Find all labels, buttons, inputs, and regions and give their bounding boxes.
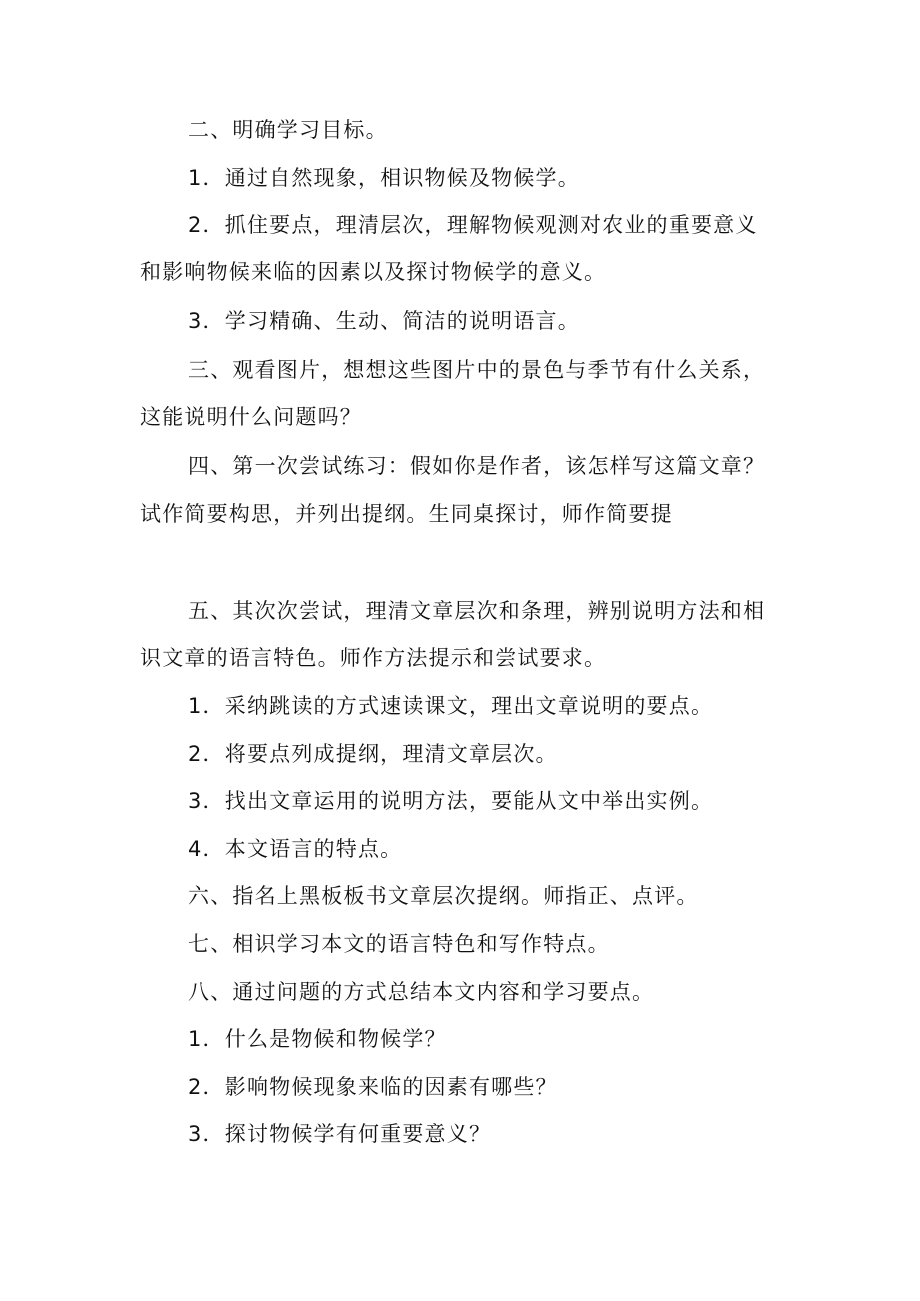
section-4-paragraph: 四、第一次尝试练习：假如你是作者，该怎样写这篇文章？ [188,454,766,478]
question-item-2: 2．影响物候现象来临的因素有哪些？ [188,1075,558,1099]
section-5-paragraph-continued: 识文章的语言特色。师作方法提示和尝试要求。 [140,646,607,670]
goal-item-2-continued: 和影响物候来临的因素以及探讨物候学的意义。 [140,260,607,284]
section-3-paragraph-continued: 这能说明什么问题吗？ [140,405,362,429]
section-3-paragraph: 三、观看图片，想想这些图片中的景色与季节有什么关系， [188,358,766,382]
section-8-paragraph: 八、通过问题的方式总结本文内容和学习要点。 [188,980,655,1004]
section-5-paragraph: 五、其次次尝试，理清文章层次和条理，辨别说明方法和相 [188,599,766,623]
section-7-paragraph: 七、相识学习本文的语言特色和写作特点。 [188,932,610,956]
task-item-1: 1．采纳跳读的方式速读课文，理出文章说明的要点。 [188,694,714,718]
goal-item-2: 2．抓住要点，理清层次，理解物候观测对农业的重要意义 [188,213,758,237]
goal-item-3: 3．学习精确、生动、简洁的说明语言。 [188,309,580,333]
section-2-heading: 二、明确学习目标。 [188,118,388,142]
question-item-1: 1．什么是物候和物候学？ [188,1027,447,1051]
question-item-3: 3．探讨物候学有何重要意义？ [188,1122,492,1146]
task-item-3: 3．找出文章运用的说明方法，要能从文中举出实例。 [188,789,714,813]
section-4-paragraph-continued: 试作简要构思，并列出提纲。生同桌探讨，师作简要提 [140,502,673,526]
section-6-paragraph: 六、指名上黑板板书文章层次提纲。师指正、点评。 [188,884,699,908]
task-item-2: 2．将要点列成提纲，理清文章层次。 [188,742,558,766]
goal-item-1: 1．通过自然现象，相识物候及物候学。 [188,166,580,190]
task-item-4: 4．本文语言的特点。 [188,837,403,861]
